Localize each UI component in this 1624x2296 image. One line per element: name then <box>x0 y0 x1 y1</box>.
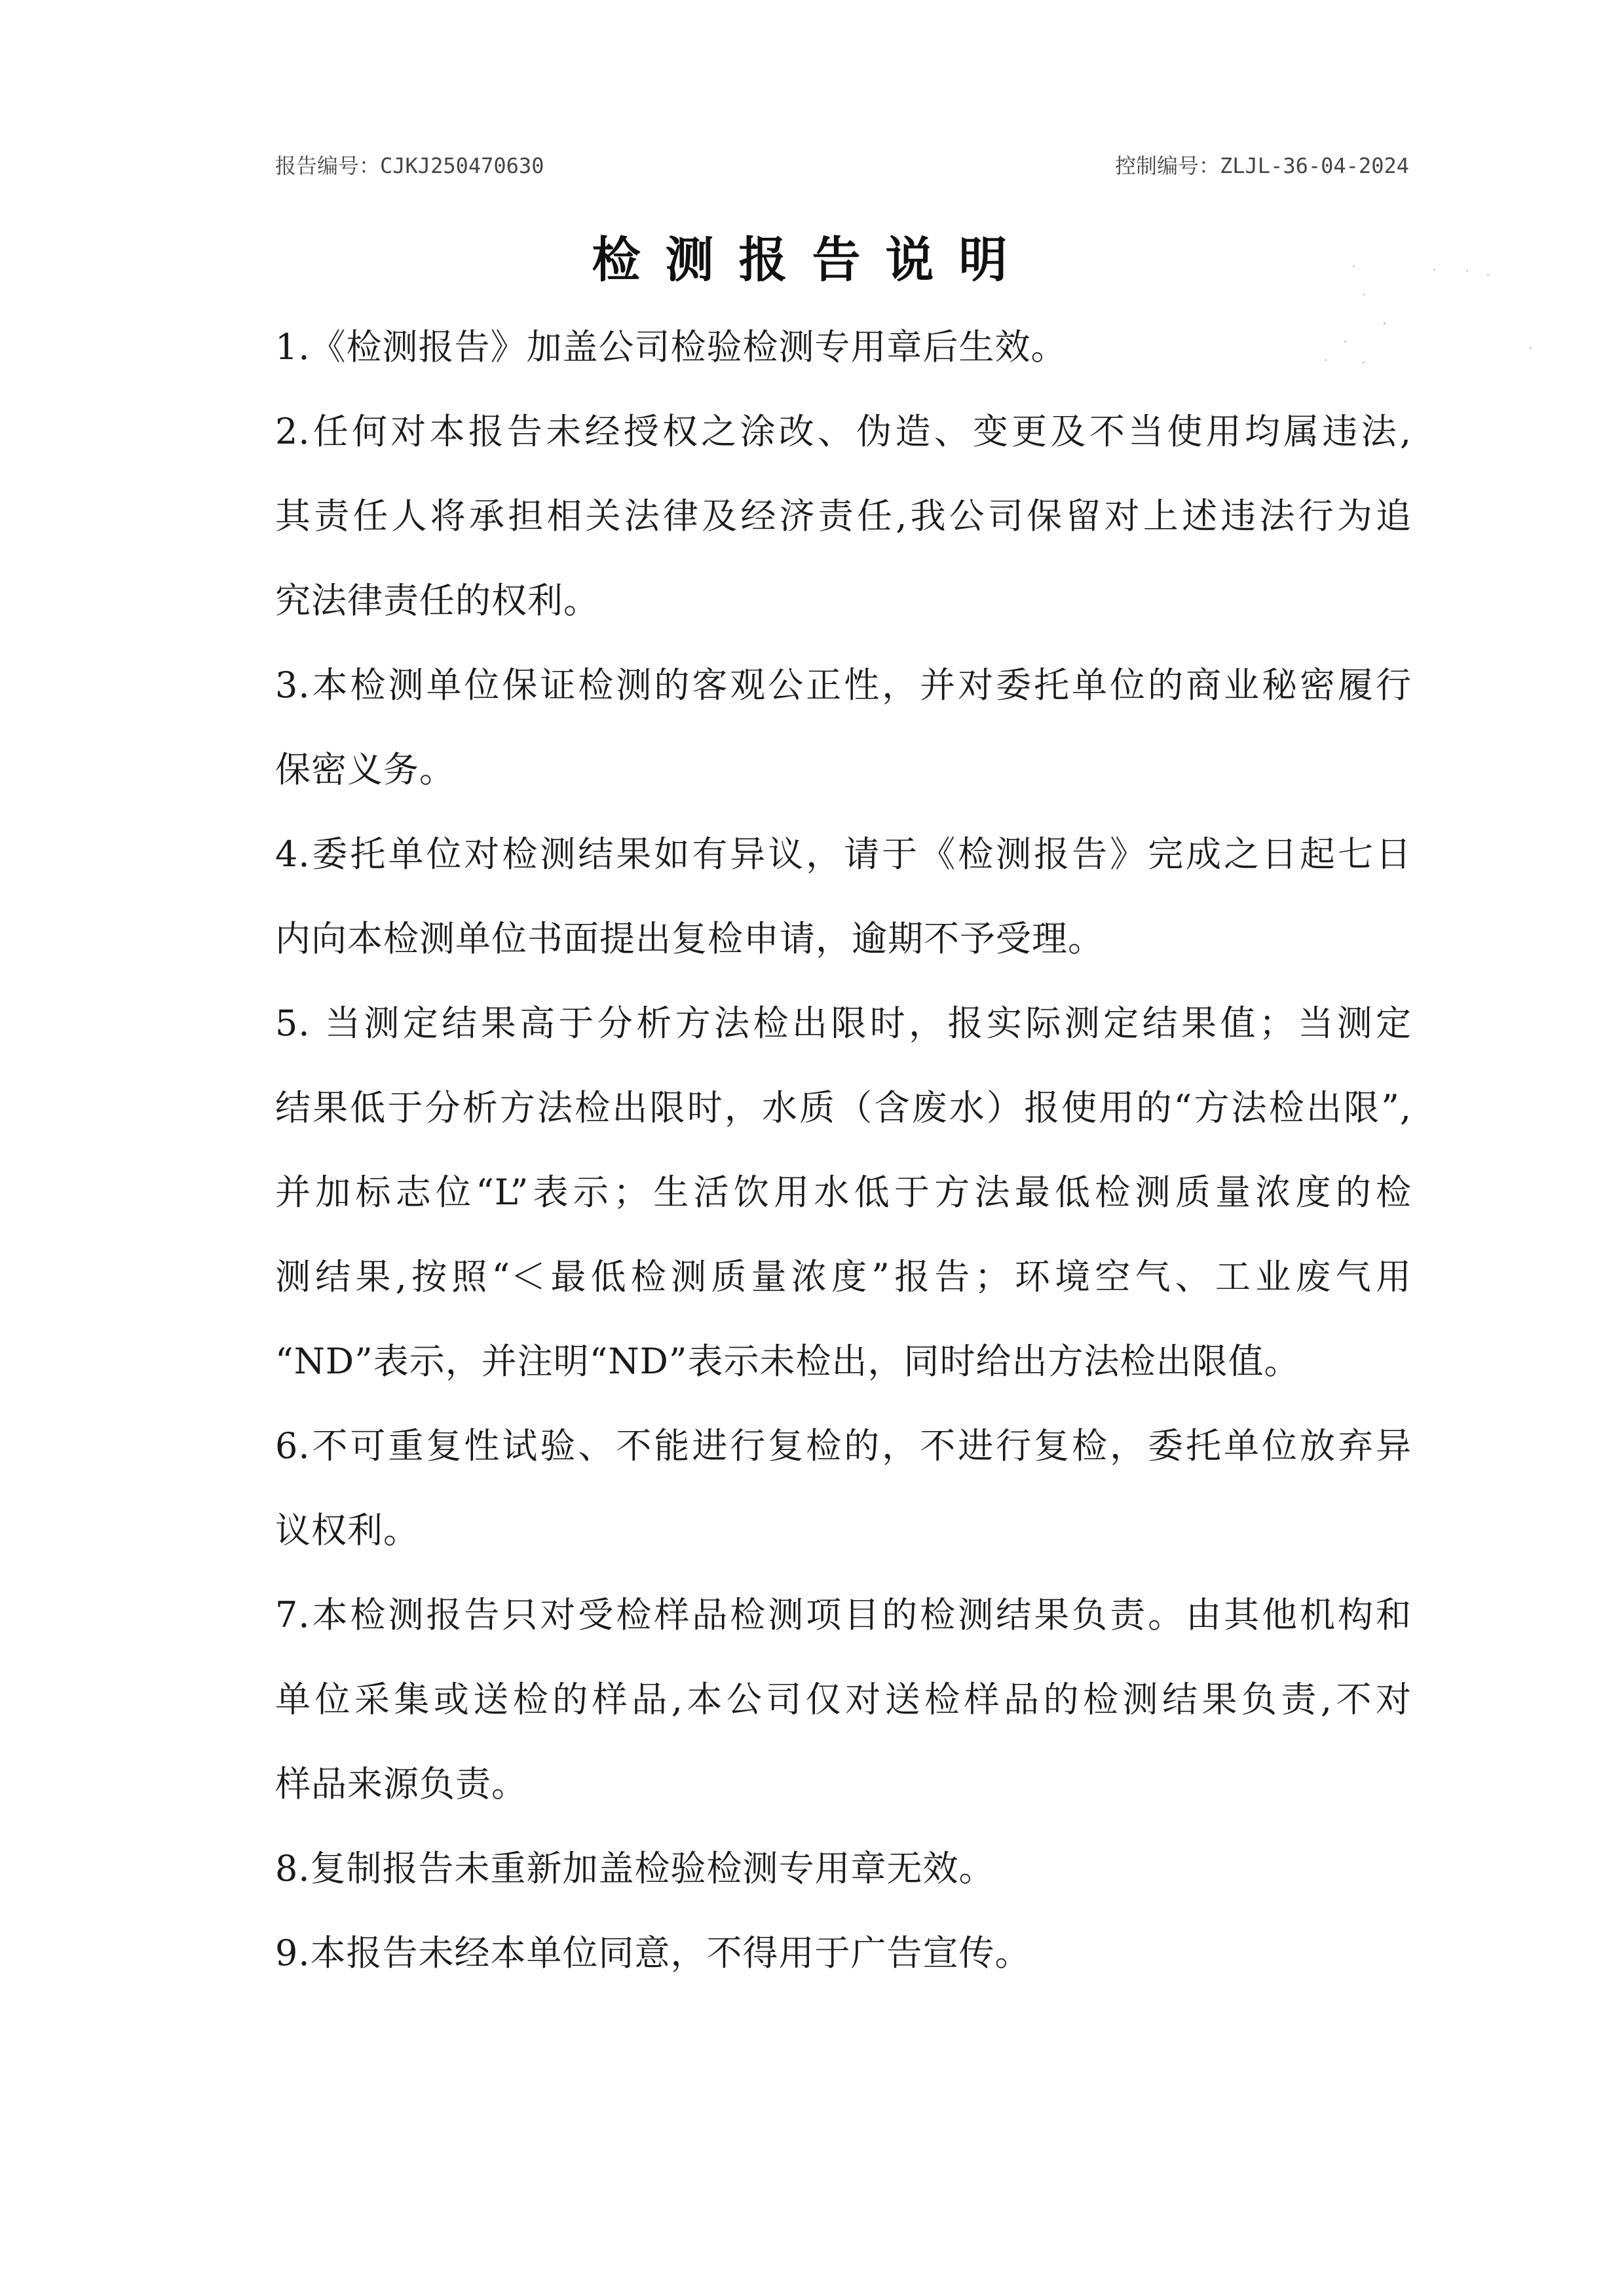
clause-6 <box>275 1404 1412 1573</box>
clause-line: 6.不可重复性试验、不能进行复检的，不进行复检，委托单位放弃异 <box>275 1425 1412 1466</box>
scan-speck <box>1466 270 1468 272</box>
scan-speck <box>1353 265 1355 267</box>
clause-line: 2.任何对本报告未经授权之涂改、伪造、变更及不当使用均属违法, <box>275 411 1412 452</box>
clause-line: 其责任人将承担相关法律及经济责任,我公司保留对上述违法行为追 <box>275 495 1412 537</box>
clause-line: 1.《检测报告》加盖公司检验检测专用章后生效。 <box>275 326 1067 368</box>
clause-4 <box>275 812 1412 981</box>
clause-line: 3.本检测单位保证检测的客观公正性，并对委托单位的商业秘密履行 <box>275 664 1412 706</box>
control-number: 控制编号：ZLJL-36-04-2024 <box>1115 153 1409 178</box>
clause-1 <box>275 305 1412 389</box>
clause-line: 结果低于分析方法检出限时，水质（含废水）报使用的“方法检出限”, <box>275 1087 1412 1128</box>
clause-8 <box>275 1826 1412 1911</box>
scan-speck <box>1384 322 1386 324</box>
page-title: 检测报告说明 <box>592 232 1032 288</box>
clause-7 <box>275 1573 1412 1826</box>
clause-line: 内向本检测单位书面提出复检申请，逾期不予受理。 <box>275 918 1104 959</box>
clause-line: “ND”表示，并注明“ND”表示未检出，同时给出方法检出限值。 <box>275 1341 1300 1382</box>
clause-3 <box>275 643 1412 812</box>
scan-speck <box>1344 341 1346 343</box>
clause-line: 议权利。 <box>275 1510 419 1551</box>
clause-line: 究法律责任的权利。 <box>275 580 599 621</box>
clause-line: 8.复制报告未重新加盖检验检测专用章无效。 <box>275 1848 995 1889</box>
scan-speck <box>1325 359 1327 361</box>
clause-line: 9.本报告未经本单位同意，不得用于广告宣传。 <box>275 1932 1031 1974</box>
scan-speck <box>1433 269 1435 271</box>
scan-speck <box>1530 347 1532 349</box>
scan-speck <box>1363 294 1365 296</box>
clause-list <box>275 305 1412 1995</box>
clause-2 <box>275 389 1412 643</box>
clause-line: 并加标志位“L”表示；生活饮用水低于方法最低检测质量浓度的检 <box>275 1172 1412 1213</box>
clause-line: 样品来源负责。 <box>275 1763 527 1805</box>
clause-9 <box>275 1911 1412 1995</box>
report-number: 报告编号：CJKJ250470630 <box>275 153 544 178</box>
clause-line: 7.本检测报告只对受检样品检测项目的检测结果负责。由其他机构和 <box>275 1594 1412 1636</box>
clause-5 <box>275 981 1412 1404</box>
scan-speck <box>1363 362 1365 364</box>
clause-line: 5. 当测定结果高于分析方法检出限时，报实际测定结果值；当测定 <box>275 1003 1412 1044</box>
clause-line: 单位采集或送检的样品,本公司仅对送检样品的检测结果负责,不对 <box>275 1679 1412 1720</box>
clause-line: 4.委托单位对检测结果如有异议，请于《检测报告》完成之日起七日 <box>275 833 1412 875</box>
clause-line: 保密义务。 <box>275 749 455 790</box>
scan-speck <box>1487 274 1489 276</box>
clause-line: 测结果,按照“＜最低检测质量浓度”报告；环境空气、工业废气用 <box>275 1256 1412 1297</box>
